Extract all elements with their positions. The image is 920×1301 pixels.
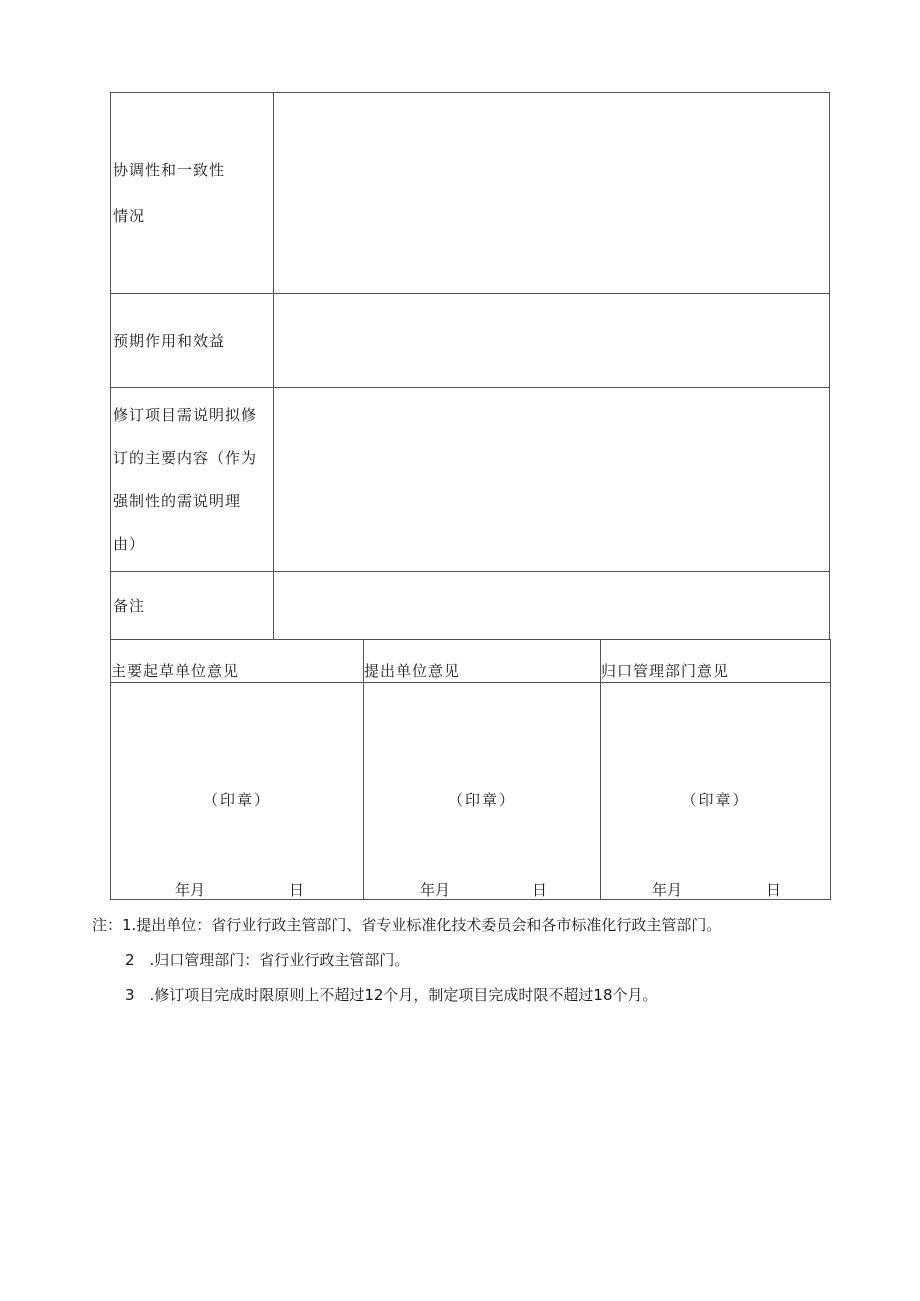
form-notes (92, 912, 852, 1017)
remarks-field[interactable] (274, 572, 830, 640)
coordination-label (111, 93, 274, 294)
label-line: 强制性的需说明理 (113, 491, 242, 510)
label-line: 情况 (113, 207, 146, 225)
day-label: 日 (289, 881, 305, 899)
year-month-label: 年月 (420, 881, 451, 899)
table-row (111, 388, 830, 572)
header-text: 主要起草单位意见 (111, 662, 240, 680)
label-line: 预期作用和效益 (113, 332, 226, 350)
seal-placeholder: （印章） (447, 791, 516, 809)
label-line: 备注 (113, 597, 146, 615)
opinions-table (110, 639, 831, 900)
proposing-unit-opinion-field[interactable] (364, 683, 601, 900)
proposing-unit-opinion-header (364, 640, 601, 683)
management-dept-opinion-header (601, 640, 831, 683)
day-label: 日 (766, 881, 782, 899)
remarks-label (111, 572, 274, 640)
note-item: 2 .归口管理部门：省行业行政主管部门。 (125, 951, 410, 969)
revision-content-field[interactable] (274, 388, 830, 572)
application-form (110, 92, 830, 900)
table-row (111, 93, 830, 294)
project-info-table (110, 92, 830, 640)
year-month-label: 年月 (652, 881, 683, 899)
header-text: 提出单位意见 (364, 662, 461, 680)
seal-placeholder: （印章） (202, 791, 271, 809)
day-label: 日 (532, 881, 548, 899)
expected-benefit-field[interactable] (274, 294, 830, 388)
label-line: 修订项目需说明拟修 (113, 405, 258, 424)
table-row (111, 683, 831, 900)
label-line: 协调性和一致性 (113, 161, 226, 179)
date-line (364, 879, 600, 897)
note-item: 3 .修订项目完成时限原则上不超过12个月，制定项目完成时限不超过18个月。 (125, 986, 658, 1004)
seal-placeholder: （印章） (681, 791, 750, 809)
table-row (111, 640, 831, 683)
drafting-unit-opinion-field[interactable] (111, 683, 364, 900)
revision-content-label (111, 388, 274, 572)
note-item: 注：1.提出单位：省行业行政主管部门、省专业标准化技术委员会和各市标准化行政主管部门。 (92, 916, 722, 934)
table-row (111, 294, 830, 388)
coordination-field[interactable] (274, 93, 830, 294)
label-line: 由） (113, 534, 146, 553)
drafting-unit-opinion-header (111, 640, 364, 683)
expected-benefit-label (111, 294, 274, 388)
management-dept-opinion-field[interactable] (601, 683, 831, 900)
table-row (111, 572, 830, 640)
year-month-label: 年月 (175, 881, 206, 899)
date-line (601, 879, 830, 897)
label-line: 订的主要内容（作为 (113, 448, 258, 467)
date-line (111, 879, 363, 897)
header-text: 归口管理部门意见 (601, 662, 730, 680)
